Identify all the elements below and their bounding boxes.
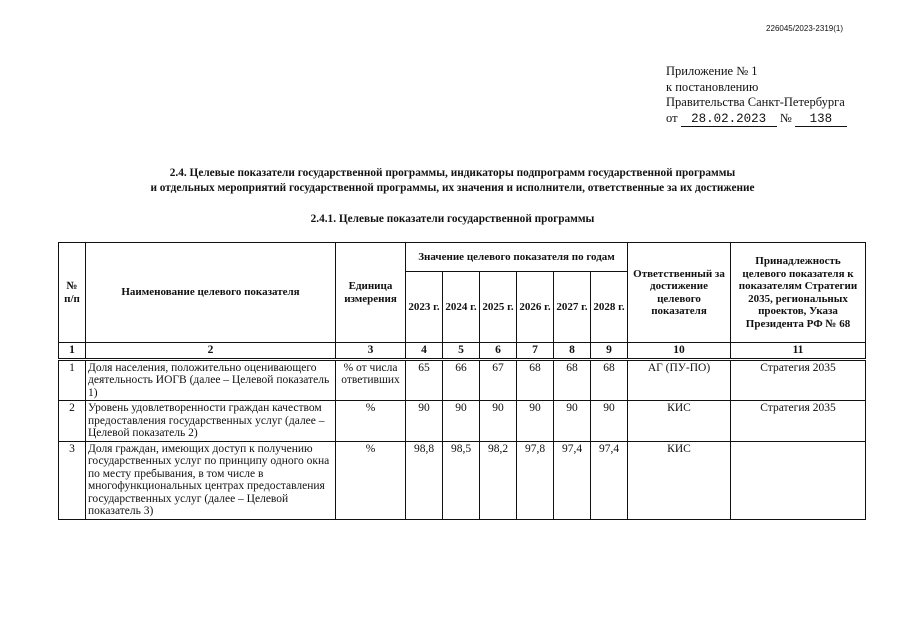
row-value: 98,5: [443, 441, 480, 519]
row-unit: % от числа ответивших: [336, 359, 406, 401]
row-name: Уровень удовлетворенности граждан качеством предоставления государственных услуг (далее – Целевой показатель 2): [86, 401, 336, 442]
row-value: 68: [591, 359, 628, 401]
row-value: 68: [517, 359, 554, 401]
column-number: 9: [591, 343, 628, 360]
header-value-group: Значение целевого показателя по годам: [406, 243, 628, 272]
column-number: 1: [59, 343, 86, 360]
column-number: 4: [406, 343, 443, 360]
resolution-number: 138: [795, 113, 847, 127]
header-year: 2026 г.: [517, 272, 554, 343]
row-value: 66: [443, 359, 480, 401]
appendix-date-line: [666, 111, 847, 127]
from-label: от: [666, 110, 678, 125]
appendix-resolution: к постановлению: [666, 79, 759, 94]
row-value: 97,4: [554, 441, 591, 519]
row-value: 68: [554, 359, 591, 401]
header-year: 2028 г.: [591, 272, 628, 343]
row-belonging: Стратегия 2035: [731, 359, 866, 401]
column-number: 7: [517, 343, 554, 360]
row-value: 65: [406, 359, 443, 401]
header-belonging: Принадлежность целевого показателя к показателям Стратегии 2035, региональных проектов, Указа Президента РФ № 68: [731, 243, 866, 343]
column-number: 6: [480, 343, 517, 360]
header-num: № п/п: [59, 243, 86, 343]
header-responsible: Ответственный за достижение целевого показателя: [628, 243, 731, 343]
row-value: 97,8: [517, 441, 554, 519]
table-row: [59, 401, 866, 442]
row-unit: %: [336, 441, 406, 519]
document-code: 226045/2023-2319(1): [766, 24, 843, 33]
row-belonging: Стратегия 2035: [731, 401, 866, 442]
row-responsible: КИС: [628, 401, 731, 442]
row-unit: %: [336, 401, 406, 442]
row-num: 2: [59, 401, 86, 442]
section-heading-line1: 2.4. Целевые показатели государственной программы, индикаторы подпрограмм государственной программы: [169, 167, 736, 179]
appendix-government: Правительства Санкт-Петербурга: [666, 95, 845, 109]
table-row: [59, 441, 866, 519]
row-belonging: [731, 441, 866, 519]
row-num: 3: [59, 441, 86, 519]
row-value: 90: [554, 401, 591, 442]
header-year: 2023 г.: [406, 272, 443, 343]
header-unit: Единица измерения: [336, 243, 406, 343]
row-value: 90: [517, 401, 554, 442]
column-number: 11: [731, 343, 866, 360]
number-label: №: [779, 110, 792, 125]
column-number: 3: [336, 343, 406, 360]
header-year: 2025 г.: [480, 272, 517, 343]
column-number: 5: [443, 343, 480, 360]
row-value: 90: [406, 401, 443, 442]
header-name: Наименование целевого показателя: [86, 243, 336, 343]
row-responsible: КИС: [628, 441, 731, 519]
appendix-block: [666, 64, 847, 127]
section-heading: [0, 166, 905, 196]
resolution-date: 28.02.2023: [681, 113, 777, 127]
row-responsible: АГ (ПУ-ПО): [628, 359, 731, 401]
appendix-title: Приложение № 1: [666, 64, 758, 78]
row-value: 90: [480, 401, 517, 442]
header-row: [59, 243, 866, 272]
header-year: 2027 г.: [554, 272, 591, 343]
column-number: 10: [628, 343, 731, 360]
targets-table: [58, 242, 866, 520]
row-value: 98,2: [480, 441, 517, 519]
row-value: 97,4: [591, 441, 628, 519]
row-value: 90: [443, 401, 480, 442]
header-year: 2024 г.: [443, 272, 480, 343]
row-value: 90: [591, 401, 628, 442]
section-heading-line2: и отдельных мероприятий государственной программы, их значения и исполнители, ответственные за их достижение: [150, 182, 755, 194]
column-number: 2: [86, 343, 336, 360]
row-value: 67: [480, 359, 517, 401]
row-num: 1: [59, 359, 86, 401]
subsection-heading: 2.4.1. Целевые показатели государственной программы: [310, 213, 595, 225]
row-value: 98,8: [406, 441, 443, 519]
row-name: Доля граждан, имеющих доступ к получению государственных услуг по принципу одного окна по месту пребывания, в том числе в многофункциональных центрах предоставления государственных услуг (далее – Целевой показатель 3): [86, 441, 336, 519]
column-number-row: [59, 343, 866, 360]
table-row: [59, 359, 866, 401]
column-number: 8: [554, 343, 591, 360]
row-name: Доля населения, положительно оценивающего деятельность ИОГВ (далее – Целевой показатель 1): [86, 359, 336, 401]
